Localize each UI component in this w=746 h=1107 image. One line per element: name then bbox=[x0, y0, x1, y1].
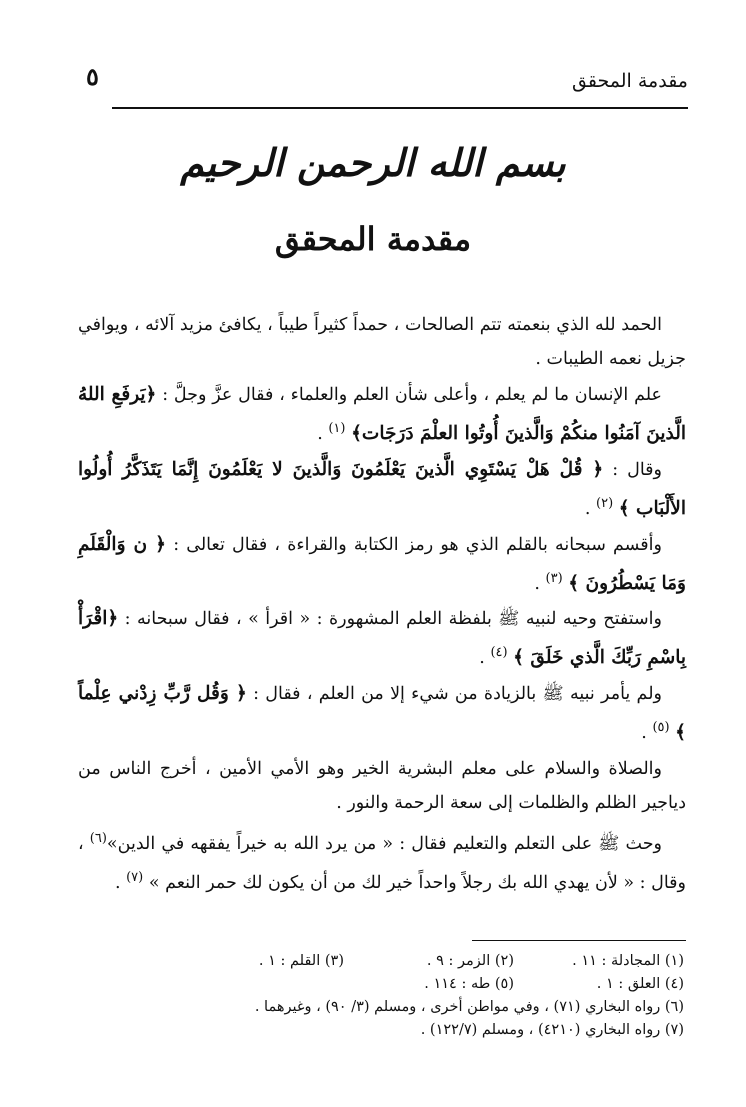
footnote-4: (٤) العلق : ١ . bbox=[596, 976, 684, 992]
quran-verse: ﴿اقْرَأْ بِاسْمِ رَبِّكَ الَّذي خَلَقَ ﴾ bbox=[78, 608, 686, 669]
quran-verse: ﴿يَرفَعِ اللهُ الَّذينَ آمَنُوا منكُمْ وَالَّذينَ أُوتُوا العلْمَ دَرَجَات﴾ bbox=[78, 384, 686, 444]
basmala-calligraphy: بسم الله الرحمن الرحيم bbox=[180, 140, 566, 185]
paragraph-5: واستفتح وحيه لنبيه ﷺ بلفظة العلم المشهورة : « اقرأ » ، فقال سبحانه : ﴿اقْرَأْ بِاسْمِ رَبِّكَ الَّذي خَلَقَ ﴾ $^{(٤)}$ . bbox=[78, 608, 686, 669]
paragraph-2: علم الإنسان ما لم يعلم ، وأعلى شأن العلم والعلماء ، فقال عزَّ وجلَّ : ﴿يَرفَعِ اللهُ الَّذينَ آمَنُوا منكُمْ وَالَّذينَ أُوتُوا العلْمَ دَرَجَات﴾ $^{(١)}$ . bbox=[78, 384, 686, 444]
paragraph-1: الحمد لله الذي بنعمته تتم الصالحات ، حمداً كثيراً طيباً ، يكافئ مزيد آلائه ، ويوافي جزيل نعمه الطيبات . bbox=[78, 315, 686, 369]
footnote-row bbox=[150, 950, 684, 973]
paragraph-text: وأقسم سبحانه بالقلم الذي هو رمز الكتابة والقراءة ، فقال تعالى : bbox=[173, 534, 662, 555]
paragraph-text: ولم يأمر نبيه ﷺ بالزيادة من شيء إلا من العلم ، فقال : bbox=[253, 684, 662, 705]
footnote-reference: (٢) bbox=[596, 495, 614, 511]
paragraph-text: علم الإنسان ما لم يعلم ، وأعلى شأن العلم والعلماء ، فقال عزَّ وجلَّ : bbox=[162, 385, 662, 405]
footnote-reference: (٧) bbox=[126, 869, 144, 885]
footnotes bbox=[150, 950, 684, 1042]
footnote-reference: (٥) bbox=[652, 720, 670, 736]
footnote-2: (٢) الزمر : ٩ . bbox=[426, 953, 514, 969]
footnote-1: (١) المجادلة : ١١ . bbox=[572, 953, 684, 969]
page-number: ٥ bbox=[86, 62, 99, 91]
section-title: مقدمة المحقق bbox=[274, 220, 472, 258]
footnote-reference: (٦) bbox=[89, 831, 107, 847]
quran-verse: ﴿ وَقُل رَّبِّ زِدْني عِلْماً ﴾ bbox=[78, 683, 686, 744]
footnote-reference: (١) bbox=[328, 421, 346, 436]
paragraph-3: وقال : ﴿ قُلْ هَلْ يَسْتَوِي الَّذينَ يَعْلَمُونَ وَالَّذينَ لا يَعْلَمُونَ إِنَّمَا يَتَذَكَّرُ أُولُوا الأَلْبَاب ﴾ $^{(٢)}$ . bbox=[78, 458, 686, 519]
footnote-reference: (٣) bbox=[545, 570, 563, 586]
paragraph-4: وأقسم سبحانه بالقلم الذي هو رمز الكتابة والقراءة ، فقال تعالى : ﴿ ن وَالْقَلَمِ وَمَا يَسْطُرُونَ ﴾ $^{(٣)}$ . bbox=[78, 533, 686, 594]
paragraph-text: وحث ﷺ على التعلم والتعليم فقال : « من يرد الله به خيراً يفقهه في الدين» bbox=[106, 833, 662, 854]
header-rule bbox=[112, 107, 688, 109]
quran-verse: ﴿ ن وَالْقَلَمِ وَمَا يَسْطُرُونَ ﴾ bbox=[78, 533, 686, 594]
footnote-row bbox=[150, 996, 684, 1019]
paragraph-text: واستفتح وحيه لنبيه ﷺ بلفظة العلم المشهورة : « اقرأ » ، فقال سبحانه : bbox=[124, 609, 662, 630]
paragraph-6: ولم يأمر نبيه ﷺ بالزيادة من شيء إلا من العلم ، فقال : ﴿ وَقُل رَّبِّ زِدْني عِلْماً ﴾ $^{(٥)}$ . bbox=[78, 683, 686, 744]
paragraph-text: ، وقال : « لأن يهدي الله بك رجلاً واحداً خير لك من أن يكون لك حمر النعم » bbox=[78, 833, 686, 893]
footnote-7: (٧) رواه البخاري (٤٢١٠) ، ومسلم (١٢٢/٧) . bbox=[420, 1022, 684, 1038]
footnote-reference: (٤) bbox=[490, 645, 508, 661]
footnote-5: (٥) طه : ١١٤ . bbox=[424, 976, 514, 992]
paragraph-7: والصلاة والسلام على معلم البشرية الخير وهو الأمي الأمين ، أخرج الناس من دياجير الظلم والظلمات إلى سعة الرحمة والنور . bbox=[78, 759, 686, 814]
footnote-row bbox=[150, 973, 684, 996]
quran-verse: ﴿ قُلْ هَلْ يَسْتَوِي الَّذينَ يَعْلَمُونَ وَالَّذينَ لا يَعْلَمُونَ إِنَّمَا يَتَذَكَّرُ أُولُوا الأَلْبَاب ﴾ bbox=[78, 458, 686, 519]
footnote-3: (٣) القلم : ١ . bbox=[258, 953, 344, 969]
body-text bbox=[78, 308, 686, 902]
footnote-row bbox=[150, 1019, 684, 1042]
footnote-6: (٦) رواه البخاري (٧١) ، وفي مواطن أخرى ، ومسلم (٣/ ٩٠) ، وغيرهما . bbox=[254, 999, 684, 1015]
footnote-separator bbox=[472, 940, 686, 941]
paragraph-text: وقال : bbox=[612, 459, 662, 480]
running-header-title: مقدمة المحقق bbox=[572, 70, 688, 92]
paragraph-8: وحث ﷺ على التعلم والتعليم فقال : « من يرد الله به خيراً يفقهه في الدين»$^{(٦)}$ ، وقال : « لأن يهدي الله بك رجلاً واحداً خير لك من أن يكون لك حمر النعم » $^{(٧)}$ . bbox=[78, 831, 686, 893]
